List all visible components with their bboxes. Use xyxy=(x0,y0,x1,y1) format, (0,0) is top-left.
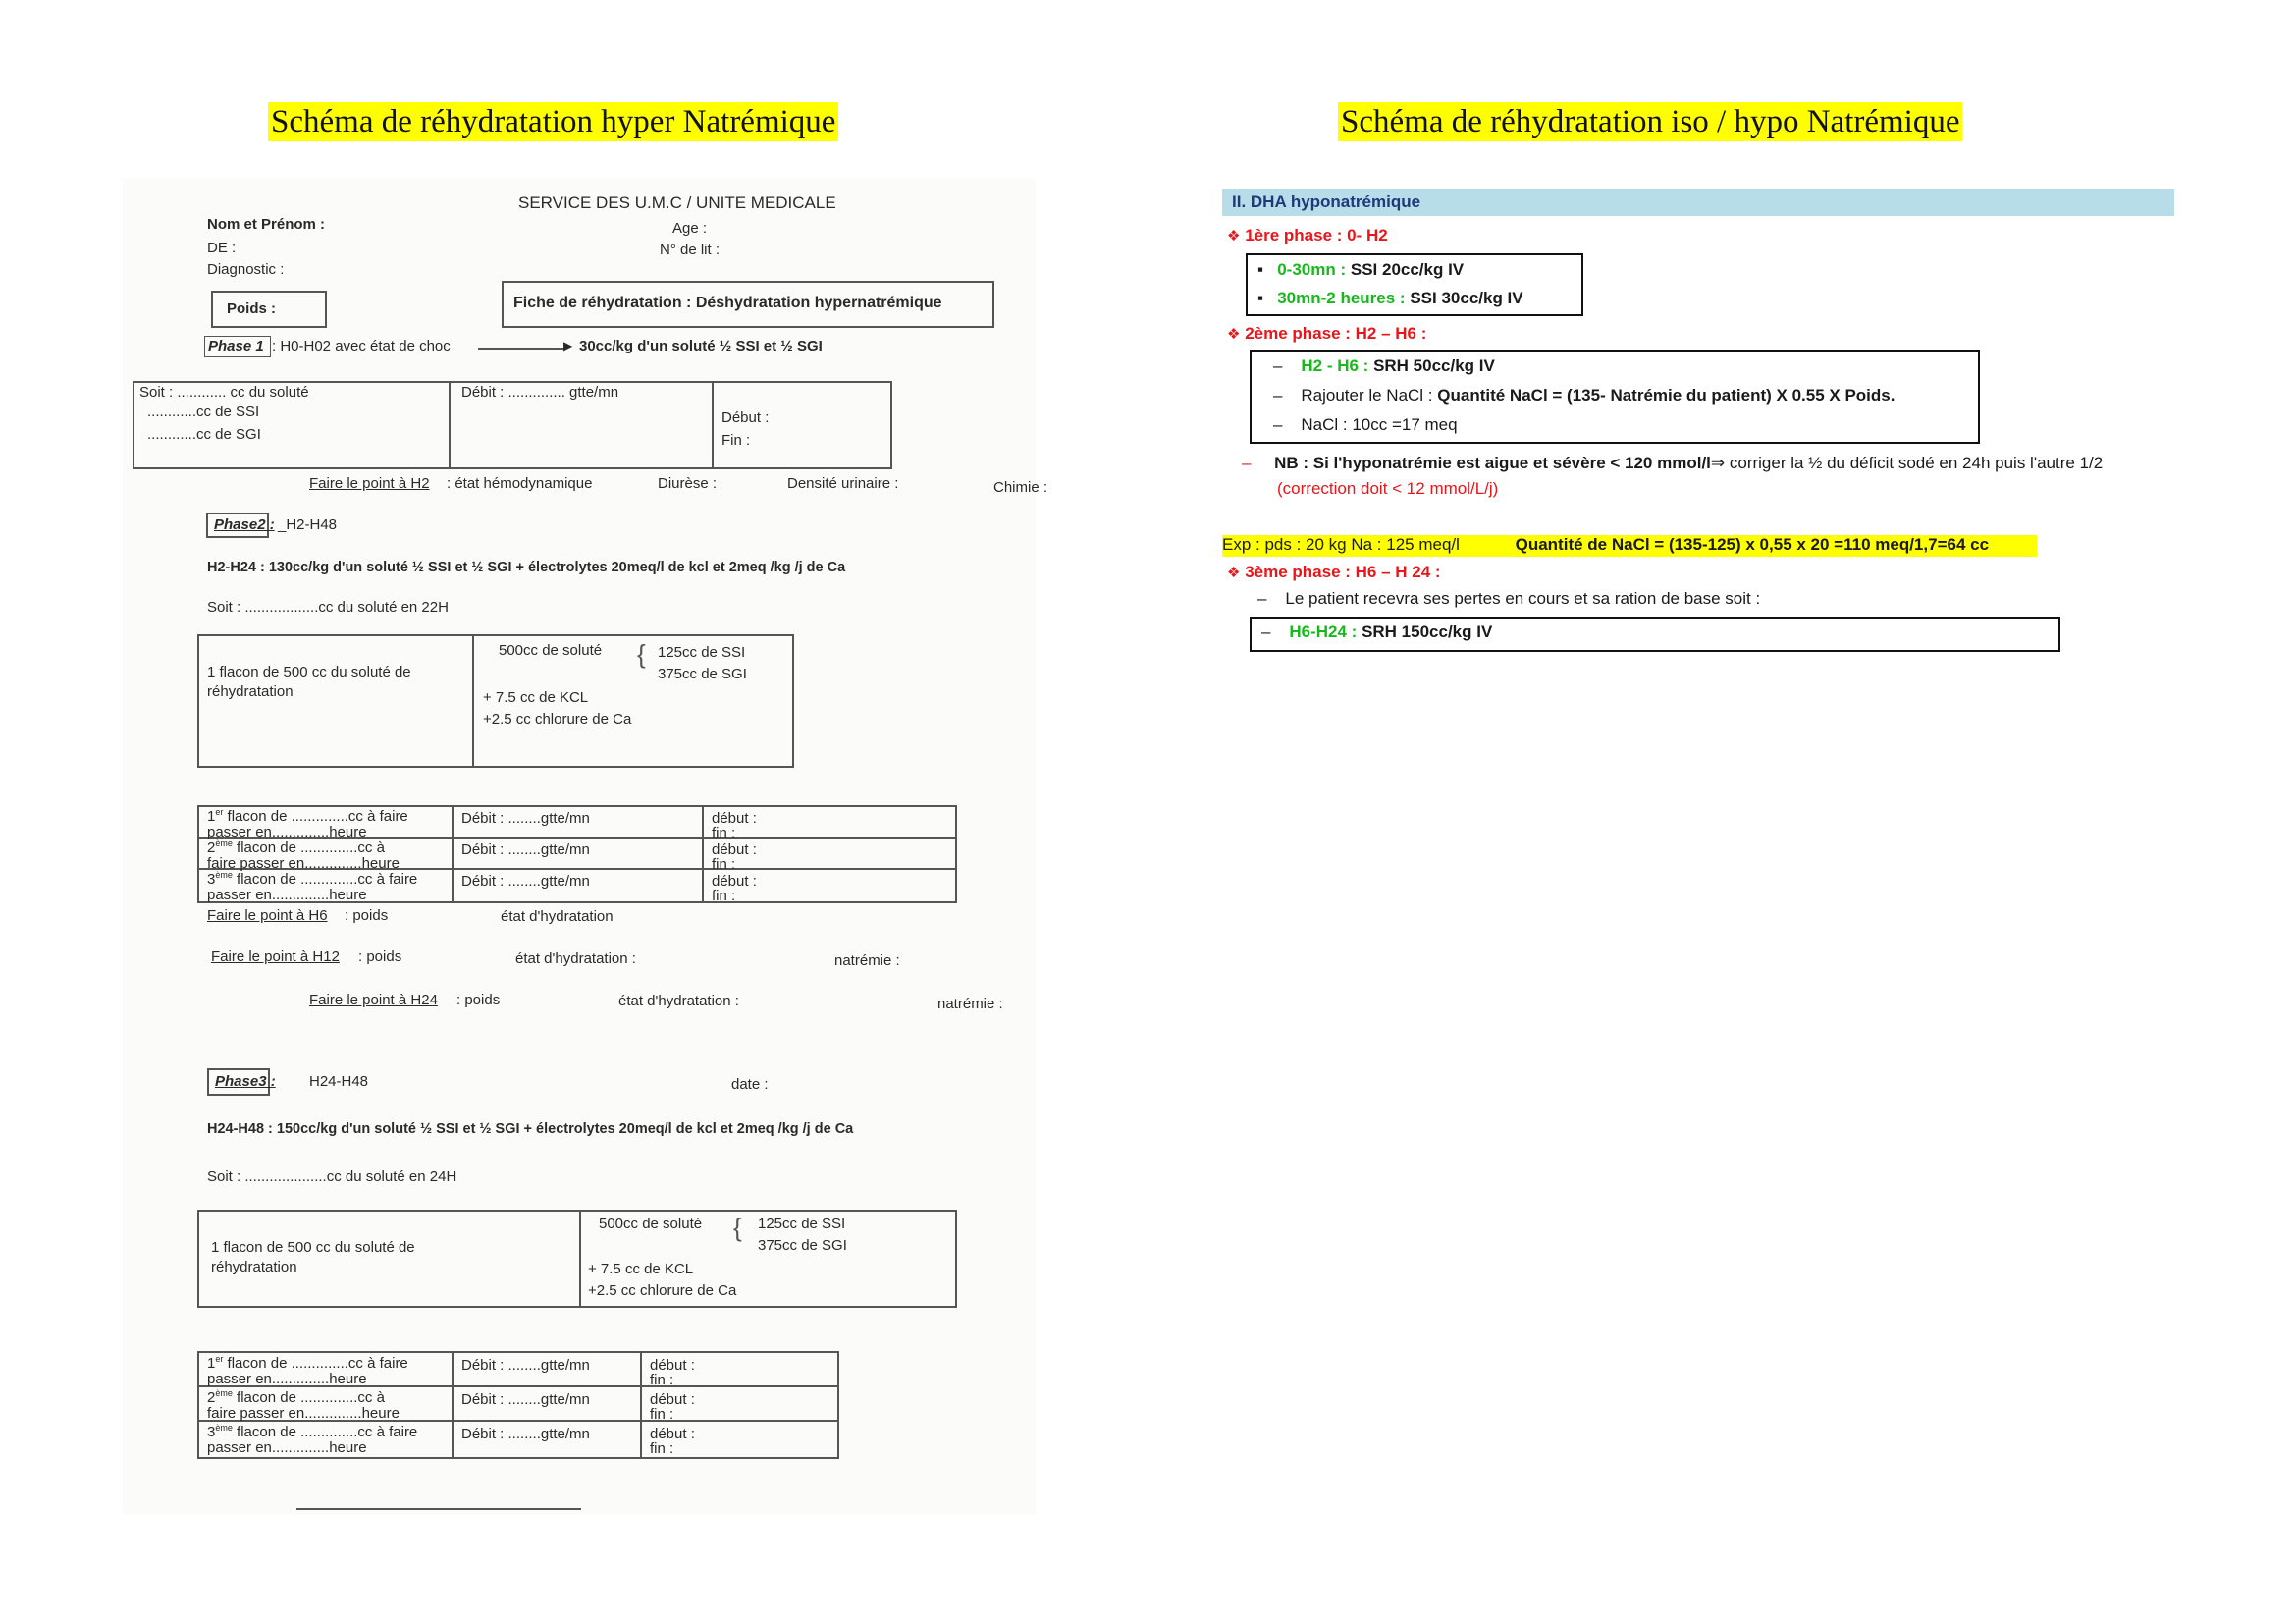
p3-kcl: + 7.5 cc de KCL xyxy=(588,1261,694,1277)
diamond-bullet-icon: ❖ xyxy=(1227,326,1241,343)
phase1-item-1: ▪ 0-30mn : SSI 20cc/kg IV xyxy=(1257,260,1465,279)
p1-soit: Soit : ............ cc du soluté xyxy=(139,384,309,401)
chimie-label: Chimie : xyxy=(993,479,1048,496)
p2-sol500: 500cc de soluté xyxy=(499,642,603,659)
p2-soit: Soit : ..................cc du soluté en 22H xyxy=(207,599,449,616)
p3-flacon-text1: 1 flacon de 500 cc du soluté de xyxy=(211,1239,415,1256)
p2-debit-2: Débit : ........gtte/mn xyxy=(461,841,590,858)
p3-sol500: 500cc de soluté xyxy=(599,1216,703,1232)
service-header: SERVICE DES U.M.C / UNITE MEDICALE xyxy=(518,193,836,212)
p2-debut-2: début : xyxy=(712,841,757,858)
p2-flacon-text1: 1 flacon de 500 cc du soluté de xyxy=(207,664,411,680)
phase1-label: Phase 1 xyxy=(208,338,264,354)
nb-correction: (correction doit < 12 mmol/L/j) xyxy=(1277,479,1499,498)
arrow-line xyxy=(478,348,566,350)
p3-debut-1: début : xyxy=(650,1357,695,1374)
p1-debut: Début : xyxy=(721,409,770,426)
phase3-range: H24-H48 xyxy=(309,1073,369,1090)
phase2-range: _H2-H48 xyxy=(278,516,338,533)
p3-flacon-text2: réhydratation xyxy=(211,1259,297,1275)
phase3-label: Phase3 : xyxy=(215,1073,276,1090)
p2-fin-1: fin : xyxy=(712,825,736,841)
weight-label: Poids : xyxy=(227,300,277,317)
p3-ca: +2.5 cc chlorure de Ca xyxy=(588,1282,737,1299)
example-line: Exp : pds : 20 kg Na : 125 meq/l Quantité de NaCl = (135-125) x 0,55 x 20 =110 meq/1,7=64 cc xyxy=(1222,535,2037,557)
etat-hydratation-h6: état d'hydratation xyxy=(501,908,614,925)
point-h12-link: Faire le point à H12 xyxy=(211,948,340,965)
phase2-item-1: – H2 - H6 : SRH 50cc/kg IV xyxy=(1273,356,1495,375)
scanned-rehydration-form: SERVICE DES U.M.C / UNITE MEDICALE Nom et Prénom : DE : Diagnostic : Age : N° de lit : Poids : Fiche de réhydratation : Déshydratation hypernatrémique Phase 1 : H0-H02 avec état de choc ▶ 30cc/kg d'un soluté ½ SSI et ½ SGI Soit : ............ cc du soluté ............cc de SSI ............cc de SGI Débit : .............. gtte/mn Début : Fin : Faire le point à H2 : état hémodynamique Diurèse : Densité urinaire : Chimie : Phase2 : _H2-H48 H2-H24 : 130cc/kg d'un soluté ½ SSI et ½ SGI + électrolytes 20meq/l de kcl et 2meq /kg /j de Ca Soit : ..................cc du soluté en 22H 1 flacon de 500 cc du soluté de réhydratation 500cc de soluté { 125cc de SSI 375cc de SGI + 7.5 cc de KCL +2.5 cc chlorure de Ca 1er flacon de ..............cc à faire passer en..............heure 2ème flacon de ..............cc à faire passer en..............heure 3ème flacon de ..............cc à faire passer en..............heure Débit : ........gtte/mn Débit : ........gtte/mn Débit : ........gtte/mn début : fin : début : fin : début : fin : Faire le point à H6 : poids état d'hydratation Faire le point à H12 : poids état d'hydratation : natrémie : Faire le point à H24 : poids état d'hydratation : natrémie : Phase3 : H24-H48 date : H24-H48 : 150cc/kg d'un soluté ½ SSI et ½ SGI + électrolytes 20meq/l de kcl et 2meq /kg /j de Ca Soit : ....................cc du soluté en 24H 1 flacon de 500 cc du soluté de réhydratation 500cc de soluté { 125cc de SSI 375cc de SGI + 7.5 cc de KCL +2.5 cc chlorure de Ca 1er flacon de ..............cc à faire passer en..............heure 2ème flacon de ..............cc à faire passer en..............heure 3ème flacon de ..............cc à faire passer en..............heure Débit : ........gtte/mn Débit : ........gtte/mn Débit : ........gtte/mn début : fin : début : fin : début : fin : xyxy=(123,179,1036,1514)
bed-number-label: N° de lit : xyxy=(660,242,721,258)
p3-soit: Soit : ....................cc du soluté en 24H xyxy=(207,1168,457,1185)
p3-fin-1: fin : xyxy=(650,1372,674,1388)
p1-debit: Débit : .............. gtte/mn xyxy=(461,384,619,401)
section-header-bar xyxy=(1222,189,2174,216)
phase3-date: date : xyxy=(731,1076,769,1093)
p3-f1b: passer en..............heure xyxy=(207,1371,367,1387)
p2-fin-2: fin : xyxy=(712,856,736,873)
p2-f3a: 3ème flacon de ..............cc à faire xyxy=(207,870,418,888)
p2-debut-1: début : xyxy=(712,810,757,827)
p3-debit-3: Débit : ........gtte/mn xyxy=(461,1426,590,1442)
p2-ca: +2.5 cc chlorure de Ca xyxy=(483,711,632,728)
p2-f1a: 1er flacon de ..............cc à faire xyxy=(207,807,408,825)
phase2-item-2: – Rajouter le NaCl : Quantité NaCl = (135- Natrémie du patient) X 0.55 X Poids. xyxy=(1273,386,1896,405)
phase3-heading: ❖ 3ème phase : H6 – H 24 : xyxy=(1227,563,1441,581)
p2-f3b: passer en..............heure xyxy=(207,887,367,903)
form-title: Fiche de réhydratation : Déshydratation hypernatrémique xyxy=(513,295,942,311)
p3-debut-2: début : xyxy=(650,1391,695,1408)
etat-hydratation-h12: état d'hydratation : xyxy=(515,950,636,967)
phase2-text: H2-H24 : 130cc/kg d'un soluté ½ SSI et ½ SGI + électrolytes 20meq/l de kcl et 2meq /kg /j de Ca xyxy=(207,560,846,575)
p3-f2a: 2ème flacon de ..............cc à xyxy=(207,1388,385,1406)
point-h6-text: : poids xyxy=(345,907,389,924)
p3-sgi375: 375cc de SGI xyxy=(758,1237,847,1254)
p2-kcl: + 7.5 cc de KCL xyxy=(483,689,589,706)
point-h2-text: : état hémodynamique xyxy=(447,475,593,492)
p3-debit-1: Débit : ........gtte/mn xyxy=(461,1357,590,1374)
phase1-label-box xyxy=(204,336,271,357)
form-title-box xyxy=(502,281,994,328)
p3-fin-3: fin : xyxy=(650,1440,674,1457)
phase3-text: – Le patient recevra ses pertes en cours et sa ration de base soit : xyxy=(1257,589,1761,608)
point-h6-link: Faire le point à H6 xyxy=(207,907,328,924)
p3-f2b: faire passer en..............heure xyxy=(207,1405,400,1422)
p2-f2b: faire passer en..............heure xyxy=(207,855,400,872)
point-h2-link: Faire le point à H2 xyxy=(309,475,430,492)
phase1-item-2: ▪ 30mn-2 heures : SSI 30cc/kg IV xyxy=(1257,289,1523,307)
p2-sgi375: 375cc de SGI xyxy=(658,666,747,682)
p2-fin-3: fin : xyxy=(712,888,736,904)
etat-hydratation-h24: état d'hydratation : xyxy=(618,993,739,1009)
arrow-head-icon: ▶ xyxy=(563,339,573,352)
diamond-bullet-icon: ❖ xyxy=(1227,565,1241,581)
p3-debit-2: Débit : ........gtte/mn xyxy=(461,1391,590,1408)
p2-flacon-text2: réhydratation xyxy=(207,683,294,700)
section-title: II. DHA hyponatrémique xyxy=(1232,192,1421,211)
densite-label: Densité urinaire : xyxy=(787,475,899,492)
name-label: Nom et Prénom : xyxy=(207,216,326,233)
phase2-heading: ❖ 2ème phase : H2 – H6 : xyxy=(1227,324,1427,343)
phase2-label: Phase2 : xyxy=(214,516,275,533)
nb-note: – NB : Si l'hyponatrémie est aigue et sévère < 120 mmol/l⇒ corriger la ½ du déficit sodé en 24h puis l'autre 1/2 xyxy=(1242,454,2104,472)
p2-debut-3: début : xyxy=(712,873,757,890)
p1-sgi: ............cc de SGI xyxy=(147,426,261,443)
p3-f1a: 1er flacon de ..............cc à faire xyxy=(207,1354,408,1372)
diagnostic-label: Diagnostic : xyxy=(207,261,285,278)
left-column-title: Schéma de réhydratation hyper Natrémique xyxy=(268,102,838,141)
phase3-label-box xyxy=(207,1068,276,1096)
weight-box xyxy=(211,291,327,328)
phase1-text: : H0-H02 avec état de choc xyxy=(272,338,451,354)
diurese-label: Diurèse : xyxy=(658,475,718,492)
point-h24-text: : poids xyxy=(456,992,501,1008)
point-h12-text: : poids xyxy=(358,948,402,965)
p2-debit-3: Débit : ........gtte/mn xyxy=(461,873,590,890)
diamond-bullet-icon: ❖ xyxy=(1227,228,1241,244)
p2-debit-1: Débit : ........gtte/mn xyxy=(461,810,590,827)
right-column-title: Schéma de réhydratation iso / hypo Natrémique xyxy=(1338,102,1962,141)
p2-f1b: passer en..............heure xyxy=(207,824,367,840)
phase2-label-box xyxy=(206,513,275,538)
p2-f2a: 2ème flacon de ..............cc à xyxy=(207,839,385,856)
phase1-heading: ❖ 1ère phase : 0- H2 xyxy=(1227,226,1388,244)
age-label: Age : xyxy=(672,220,708,237)
phase2-item-3: – NaCl : 10cc =17 meq xyxy=(1273,415,1458,434)
p1-ssi: ............cc de SSI xyxy=(147,404,260,420)
point-h24-link: Faire le point à H24 xyxy=(309,992,438,1008)
p3-debut-3: début : xyxy=(650,1426,695,1442)
p1-fin: Fin : xyxy=(721,432,751,449)
p2-ssi125: 125cc de SSI xyxy=(658,644,746,661)
phase3-text: H24-H48 : 150cc/kg d'un soluté ½ SSI et ½ SGI + électrolytes 20meq/l de kcl et 2meq /kg /j de Ca xyxy=(207,1121,854,1137)
phase3-item: – H6-H24 : SRH 150cc/kg IV xyxy=(1261,623,1493,641)
p3-fin-2: fin : xyxy=(650,1406,674,1423)
p3-f3a: 3ème flacon de ..............cc à faire xyxy=(207,1423,418,1440)
phase1-solution: 30cc/kg d'un soluté ½ SSI et ½ SGI xyxy=(579,338,823,354)
natremie-h12: natrémie : xyxy=(834,952,900,969)
de-label: DE : xyxy=(207,240,237,256)
p3-f3b: passer en..............heure xyxy=(207,1439,367,1456)
hyponatremia-protocol xyxy=(1222,167,2184,677)
natremie-h24: natrémie : xyxy=(937,996,1003,1012)
p3-ssi125: 125cc de SSI xyxy=(758,1216,846,1232)
